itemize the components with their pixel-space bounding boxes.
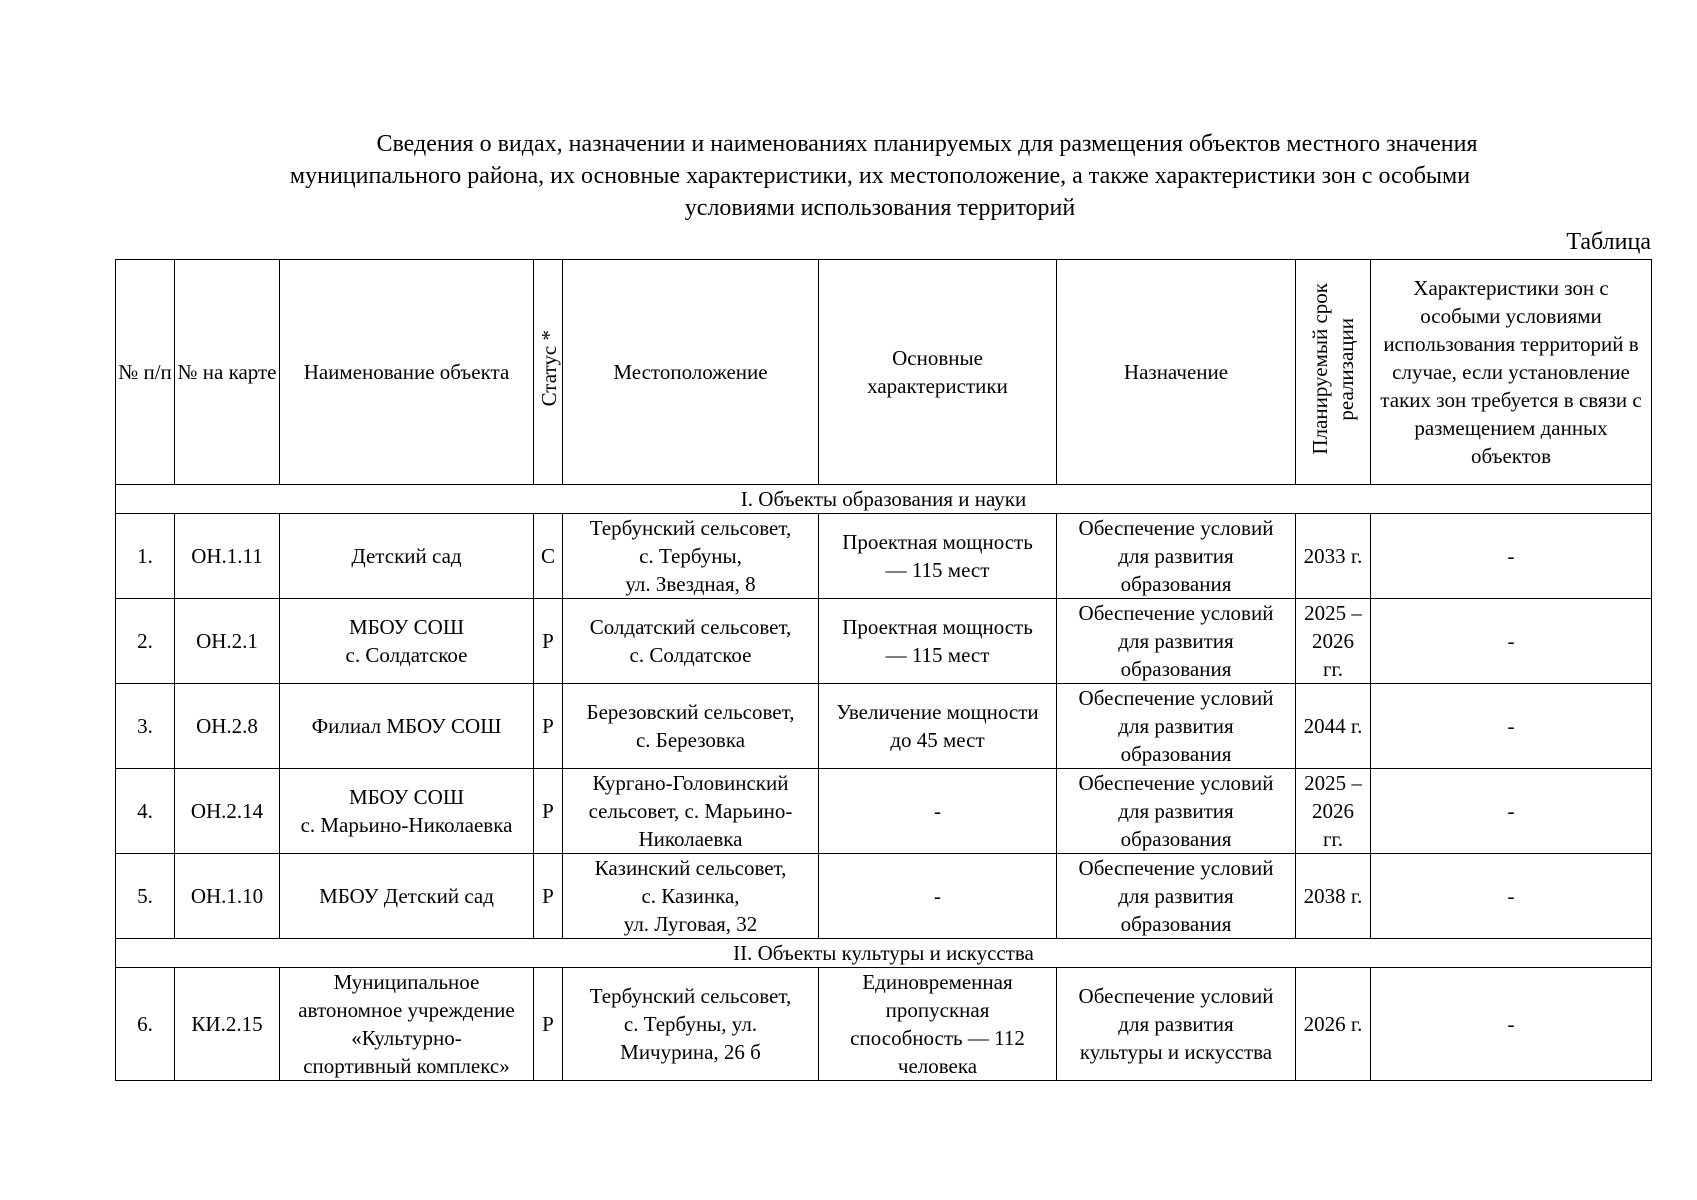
cell-location (563, 599, 819, 684)
cell-location-line: с. Солдатское (629, 643, 752, 667)
header-name: Наименование объекта (280, 260, 534, 485)
cell-characteristics (819, 599, 1057, 684)
cell-num: 3. (116, 684, 175, 769)
cell-characteristics-line: Проектная мощность (842, 530, 1033, 554)
cell-status: С (534, 514, 563, 599)
cell-map-num: ОН.1.11 (175, 514, 280, 599)
cell-name-line: «Культурно- (351, 1026, 462, 1050)
cell-purpose (1057, 769, 1296, 854)
cell-zones: - (1371, 854, 1652, 939)
title-line-1: Сведения о видах, назначении и наименованиях планируемых для размещения объектов местного значения (376, 131, 1478, 157)
cell-location (563, 514, 819, 599)
cell-num: 4. (116, 769, 175, 854)
cell-term (1296, 769, 1371, 854)
cell-location-line: Николаевка (638, 827, 743, 851)
cell-name (280, 599, 534, 684)
cell-name (280, 769, 534, 854)
cell-term (1296, 968, 1371, 1081)
cell-term-line: гг. (1322, 827, 1344, 851)
cell-status: Р (534, 599, 563, 684)
cell-location-line: Тербунский сельсовет, (589, 984, 792, 1008)
cell-zones: - (1371, 684, 1652, 769)
section-title: I. Объекты образования и науки (116, 485, 1652, 514)
cell-name-line: спортивный комплекс» (303, 1054, 510, 1078)
header-term-line2: реализации (1334, 317, 1358, 420)
cell-name-line: МБОУ СОШ (348, 785, 465, 809)
cell-purpose-line: образования (1120, 742, 1232, 766)
cell-term-line: 2033 г. (1303, 544, 1363, 568)
cell-location-line: сельсовет, с. Марьино- (588, 799, 793, 823)
cell-characteristics (819, 968, 1057, 1081)
cell-term (1296, 599, 1371, 684)
cell-purpose-line: образования (1120, 657, 1232, 681)
cell-location-line: с. Казинка, (641, 884, 740, 908)
cell-purpose-line: для развития (1118, 629, 1234, 653)
header-num: № п/п (116, 260, 175, 485)
table-body (116, 485, 1652, 1081)
cell-purpose-line: для развития (1118, 884, 1234, 908)
cell-status: Р (534, 854, 563, 939)
cell-characteristics-line: — 115 мест (885, 558, 990, 582)
cell-name-line: МБОУ СОШ (348, 615, 465, 639)
cell-name (280, 514, 534, 599)
cell-num: 2. (116, 599, 175, 684)
header-row (116, 260, 1652, 485)
cell-purpose-line: для развития (1118, 714, 1234, 738)
table-row (116, 968, 1652, 1081)
cell-status: Р (534, 968, 563, 1081)
header-status (534, 260, 563, 485)
section-title: II. Объекты культуры и искусства (116, 939, 1652, 968)
cell-name-line: Филиал МБОУ СОШ (311, 714, 502, 738)
cell-name (280, 968, 534, 1081)
cell-name-line: с. Солдатское (345, 643, 468, 667)
cell-purpose-line: образования (1120, 912, 1232, 936)
cell-term (1296, 514, 1371, 599)
cell-purpose (1057, 599, 1296, 684)
header-purpose: Назначение (1057, 260, 1296, 485)
header-status-label: Статус * (537, 330, 561, 407)
cell-location-line: Кургано-Головинский (592, 771, 789, 795)
cell-characteristics (819, 854, 1057, 939)
cell-purpose-line: Обеспечение условий (1078, 984, 1274, 1008)
cell-status: Р (534, 769, 563, 854)
cell-purpose (1057, 684, 1296, 769)
section-row (116, 485, 1652, 514)
cell-characteristics-line: Единовременная (862, 970, 1013, 994)
cell-purpose-line: Обеспечение условий (1078, 856, 1274, 880)
cell-term-line: 2026 (1312, 799, 1354, 823)
cell-term-line: 2025 – (1304, 771, 1362, 795)
cell-location (563, 968, 819, 1081)
cell-term-line: 2026 г. (1303, 1012, 1363, 1036)
title-line-3: условиями использования территорий (684, 195, 1076, 221)
cell-location-line: ул. Звездная, 8 (625, 572, 756, 596)
cell-purpose-line: для развития (1118, 799, 1234, 823)
cell-purpose-line: культуры и искусства (1079, 1040, 1273, 1064)
cell-location-line: с. Березовка (635, 728, 746, 752)
objects-table (115, 259, 1652, 1081)
cell-zones: - (1371, 968, 1652, 1081)
cell-map-num: КИ.2.15 (175, 968, 280, 1081)
cell-purpose (1057, 514, 1296, 599)
cell-name (280, 684, 534, 769)
cell-characteristics (819, 514, 1057, 599)
cell-term-line: 2025 – (1304, 601, 1362, 625)
header-map-num: № на карте (175, 260, 280, 485)
cell-map-num: ОН.2.1 (175, 599, 280, 684)
cell-location-line: Солдатский сельсовет, (589, 615, 792, 639)
title-line-2: муниципального района, их основные характеристики, их местоположение, а также характеристики зон с особыми (289, 163, 1471, 189)
cell-term-line: 2044 г. (1303, 714, 1363, 738)
cell-purpose-line: Обеспечение условий (1078, 516, 1274, 540)
cell-name-line: с. Марьино-Николаевка (300, 813, 513, 837)
cell-map-num: ОН.1.10 (175, 854, 280, 939)
cell-name-line: автономное учреждение (298, 998, 515, 1022)
cell-location-line: Мичурина, 26 б (620, 1040, 761, 1064)
cell-num: 5. (116, 854, 175, 939)
cell-purpose-line: образования (1120, 827, 1232, 851)
table-row (116, 769, 1652, 854)
cell-location (563, 854, 819, 939)
cell-location-line: Березовский сельсовет, (586, 700, 795, 724)
cell-zones: - (1371, 514, 1652, 599)
cell-characteristics-line: человека (897, 1054, 978, 1078)
header-term (1296, 260, 1371, 485)
header-characteristics: Основные характеристики (819, 260, 1057, 485)
table-row (116, 599, 1652, 684)
cell-purpose-line: для развития (1118, 1012, 1234, 1036)
table-row (116, 514, 1652, 599)
cell-map-num: ОН.2.14 (175, 769, 280, 854)
cell-name-line: Детский сад (351, 544, 462, 568)
cell-characteristics-line: - (934, 799, 941, 823)
table-row (116, 684, 1652, 769)
cell-purpose-line: Обеспечение условий (1078, 771, 1274, 795)
cell-term-line: 2038 г. (1303, 884, 1363, 908)
document-title (180, 128, 1580, 224)
cell-num: 1. (116, 514, 175, 599)
cell-characteristics-line: способность — 112 (850, 1026, 1025, 1050)
cell-purpose-line: Обеспечение условий (1078, 601, 1274, 625)
header-term-label (1307, 283, 1359, 455)
cell-term-line: гг. (1322, 657, 1344, 681)
header-zones: Характеристики зон с особыми условиями использования территорий в случае, если установление таких зон требуется в связи с размещением данных объектов (1371, 260, 1652, 485)
cell-characteristics-line: - (934, 884, 941, 908)
cell-zones: - (1371, 599, 1652, 684)
cell-characteristics (819, 769, 1057, 854)
cell-purpose-line: Обеспечение условий (1078, 686, 1274, 710)
header-term-line1: Планируемый срок (1308, 282, 1332, 455)
cell-status: Р (534, 684, 563, 769)
cell-characteristics-line: до 45 мест (890, 728, 985, 752)
table-label: Таблица (1566, 229, 1651, 255)
cell-location-line: с. Тербуны, (639, 544, 742, 568)
cell-map-num: ОН.2.8 (175, 684, 280, 769)
cell-term-line: 2026 (1312, 629, 1354, 653)
cell-location-line: ул. Луговая, 32 (623, 912, 758, 936)
cell-term (1296, 854, 1371, 939)
cell-num: 6. (116, 968, 175, 1081)
cell-location-line: с. Тербуны, ул. (623, 1012, 758, 1036)
cell-name-line: МБОУ Детский сад (319, 884, 494, 908)
cell-location (563, 684, 819, 769)
cell-term (1296, 684, 1371, 769)
header-location: Местоположение (563, 260, 819, 485)
cell-characteristics-line: Увеличение мощности (836, 700, 1039, 724)
cell-characteristics-line: — 115 мест (885, 643, 990, 667)
cell-characteristics-line: Проектная мощность (842, 615, 1033, 639)
table-row (116, 854, 1652, 939)
cell-location-line: Тербунский сельсовет, (589, 516, 792, 540)
section-row (116, 939, 1652, 968)
cell-zones: - (1371, 769, 1652, 854)
cell-characteristics-line: пропускная (885, 998, 990, 1022)
cell-purpose (1057, 854, 1296, 939)
cell-purpose-line: для развития (1118, 544, 1234, 568)
cell-purpose-line: образования (1120, 572, 1232, 596)
cell-name-line: Муниципальное (333, 970, 480, 994)
cell-purpose (1057, 968, 1296, 1081)
cell-characteristics (819, 684, 1057, 769)
cell-location (563, 769, 819, 854)
cell-name (280, 854, 534, 939)
cell-location-line: Казинский сельсовет, (594, 856, 787, 880)
